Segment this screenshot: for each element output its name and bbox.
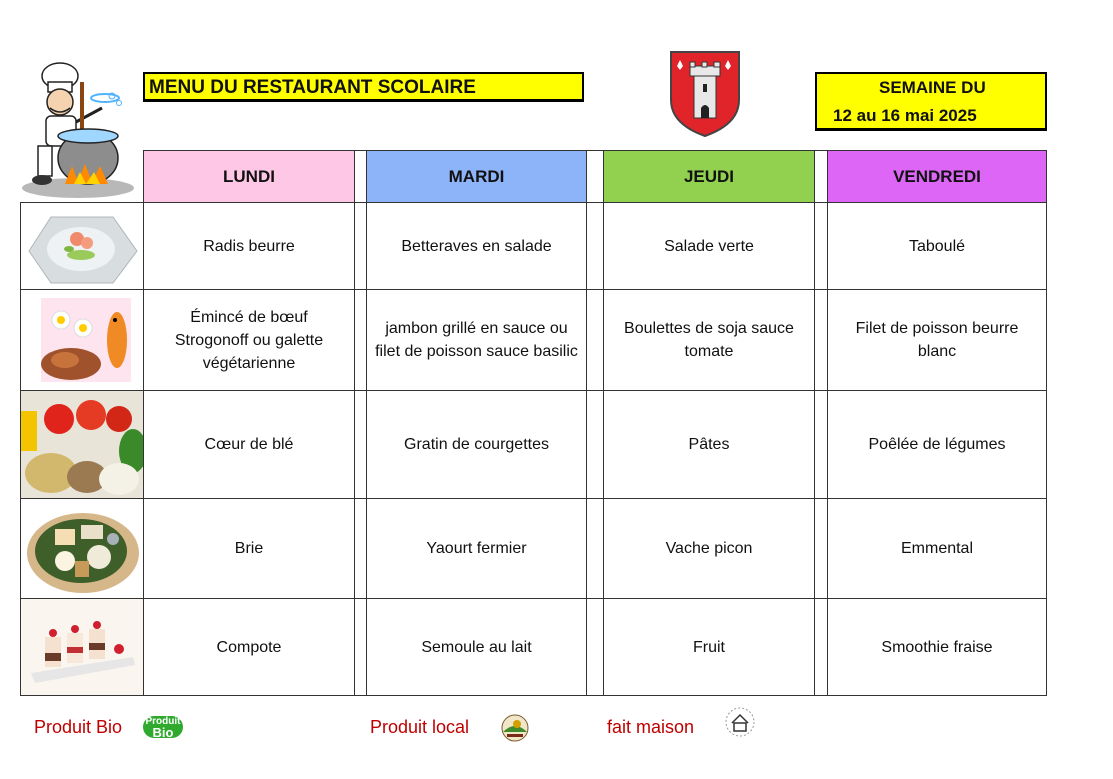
homemade-house-icon <box>723 706 757 738</box>
menu-cell: Radis beurre <box>143 202 355 290</box>
spacer-cell <box>814 498 828 599</box>
menu-cell: Cœur de blé <box>143 390 355 499</box>
bio-badge-icon: Produit Bio <box>143 716 183 738</box>
menu-cell: Salade verte <box>603 202 815 290</box>
legend-homemade-label: fait maison <box>607 717 695 737</box>
day-header-thursday: JEUDI <box>603 150 815 203</box>
spacer-cell <box>586 598 604 696</box>
menu-title: MENU DU RESTAURANT SCOLAIRE <box>149 77 476 98</box>
vegetables-grains-image <box>20 390 144 499</box>
menu-cell: jambon grillé en sauce ou filet de poisson sauce basilic <box>366 289 587 391</box>
menu-cell: Vache picon <box>603 498 815 599</box>
spacer-cell <box>814 289 828 391</box>
spacer-cell <box>814 150 828 203</box>
main-course-image <box>20 289 144 391</box>
menu-cell: Smoothie fraise <box>827 598 1047 696</box>
spacer-cell <box>586 289 604 391</box>
legend-bio-label: Produit Bio <box>34 717 123 737</box>
spacer-cell <box>586 498 604 599</box>
chef-cooking-illustration <box>20 58 142 200</box>
spacer-cell <box>586 150 604 203</box>
starter-plate-image <box>20 202 144 290</box>
menu-cell: Gratin de courgettes <box>366 390 587 499</box>
menu-cell: Boulettes de soja sauce tomate <box>603 289 815 391</box>
menu-cell: Semoule au lait <box>366 598 587 696</box>
menu-cell: Taboulé <box>827 202 1047 290</box>
menu-cell: Compote <box>143 598 355 696</box>
week-label: SEMAINE DU <box>879 78 986 97</box>
spacer-cell <box>586 390 604 499</box>
day-header-monday: LUNDI <box>143 150 355 203</box>
week-dates: 12 au 16 mai 2025 <box>833 106 977 125</box>
menu-cell: Émincé de bœuf Strogonoff ou galette végétarienne <box>143 289 355 391</box>
spacer-cell <box>586 202 604 290</box>
menu-cell: Emmental <box>827 498 1047 599</box>
menu-cell: Poêlée de légumes <box>827 390 1047 499</box>
menu-title-box <box>143 72 584 102</box>
legend-local-label: Produit local <box>370 717 470 737</box>
menu-cell: Pâtes <box>603 390 815 499</box>
spacer-cell <box>814 390 828 499</box>
spacer-cell <box>814 598 828 696</box>
town-coat-of-arms <box>668 50 742 138</box>
menu-cell: Betteraves en salade <box>366 202 587 290</box>
cheese-platter-image <box>20 498 144 599</box>
menu-cell: Yaourt fermier <box>366 498 587 599</box>
local-product-icon <box>497 712 533 744</box>
spacer-cell <box>814 202 828 290</box>
day-header-tuesday: MARDI <box>366 150 587 203</box>
dessert-image <box>20 598 144 696</box>
menu-cell: Fruit <box>603 598 815 696</box>
week-box <box>815 72 1047 131</box>
menu-cell: Filet de poisson beurre blanc <box>827 289 1047 391</box>
day-header-friday: VENDREDI <box>827 150 1047 203</box>
menu-cell: Brie <box>143 498 355 599</box>
